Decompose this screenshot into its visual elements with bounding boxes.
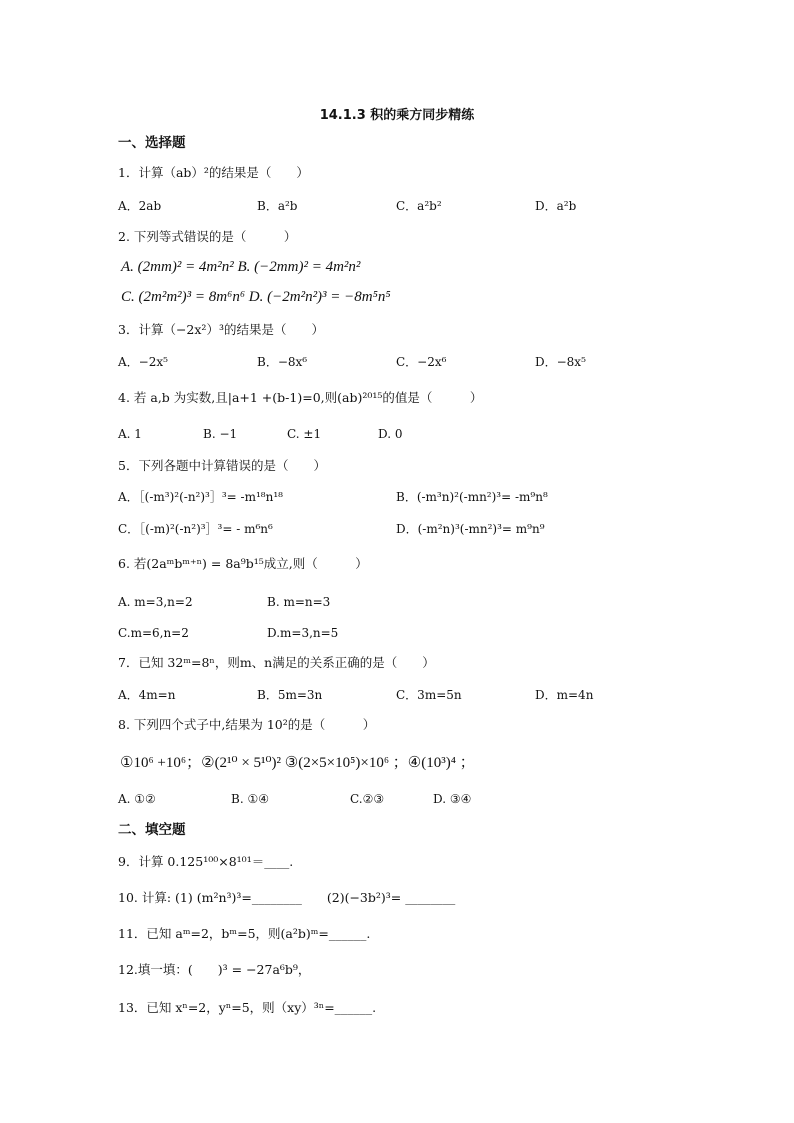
question-3-option-c: C．−2x⁶ — [396, 355, 447, 369]
question-10: 10. 计算: (1) (m²n³)³=________ (2)(−3b²)³= ________ — [118, 890, 456, 905]
question-8-option-a: A. ①② — [118, 792, 156, 806]
question-6-option-a: A. m=3,n=2 — [118, 595, 193, 609]
question-4-option-b: B. −1 — [203, 427, 238, 441]
question-1-stem: 1．计算（ab）²的结果是（ ） — [118, 165, 309, 180]
question-8-option-c: C.②③ — [350, 792, 385, 806]
question-6-option-d: D.m=3,n=5 — [267, 626, 339, 640]
question-4-option-d: D. 0 — [378, 427, 403, 441]
question-4-option-a: A. 1 — [118, 427, 142, 441]
question-5-stem: 5．下列各题中计算错误的是（ ） — [118, 458, 326, 473]
question-7-option-d: D．m=4n — [535, 688, 594, 702]
question-11: 11．已知 aᵐ=2，bᵐ=5，则(a²b)ᵐ=______. — [118, 926, 371, 941]
question-6-option-b: B. m=n=3 — [267, 595, 331, 609]
question-8-option-b: B. ①④ — [231, 792, 269, 806]
question-3-option-a: A．−2x⁵ — [118, 355, 168, 369]
question-13: 13．已知 xⁿ=2，yⁿ=5，则（xy）³ⁿ=______. — [118, 1000, 377, 1015]
question-2-options-ab: A. (2mm)² = 4m²n² B. (−2mm)² = 4m²n² — [121, 259, 361, 275]
question-1-option-a: A．2ab — [118, 199, 162, 213]
section-heading-choice: 一、选择题 — [118, 135, 186, 151]
question-6-stem: 6. 若(2aᵐbᵐ⁺ⁿ) = 8a⁹b¹⁵成立,则（ ） — [118, 556, 368, 571]
question-3-option-b: B．−8x⁶ — [257, 355, 308, 369]
question-2-stem: 2. 下列等式错误的是（ ） — [118, 229, 297, 244]
question-5-option-d: D．(-m²n)³(-mn²)³= m⁹n⁹ — [396, 522, 545, 536]
question-7-stem: 7．已知 32ᵐ=8ⁿ，则m、n满足的关系正确的是（ ） — [118, 655, 435, 670]
question-7-option-c: C．3m=5n — [396, 688, 462, 702]
question-8-stem: 8. 下列四个式子中,结果为 10²的是（ ） — [118, 717, 376, 732]
section-heading-fill: 二、填空题 — [118, 822, 186, 838]
question-4-option-c: C. ±1 — [287, 427, 322, 441]
question-5-option-b: B．(-m³n)²(-mn²)³= -m⁹n⁸ — [396, 490, 548, 504]
question-9: 9．计算 0.125¹⁰⁰×8¹⁰¹＝____. — [118, 854, 294, 869]
question-2-options-cd: C. (2m²m²)³ = 8m⁶n⁶ D. (−2m²n²)³ = −8m⁵n⁵ — [121, 289, 391, 305]
question-5-option-a: A．［(-m³)²(-n²)³］³= -m¹⁸n¹⁸ — [118, 490, 283, 504]
question-3-stem: 3．计算（−2x²）³的结果是（ ） — [118, 322, 324, 337]
question-8-option-d: D. ③④ — [433, 792, 472, 806]
question-4-stem: 4. 若 a,b 为实数,且|a+1 +(b-1)=0,则(ab)²⁰¹⁵的值是（ ） — [118, 390, 483, 405]
question-7-option-b: B．5m=3n — [257, 688, 323, 702]
question-1-option-d: D．a²b — [535, 199, 577, 213]
question-6-option-c: C.m=6,n=2 — [118, 626, 189, 640]
question-12: 12.填一填：( )³ = −27a⁶b⁹， — [118, 962, 311, 977]
page-title: 14.1.3 积的乘方同步精练 — [319, 108, 475, 123]
question-1-option-b: B．a²b — [257, 199, 298, 213]
question-5-option-c: C．［(-m)²(-n²)³］³= - m⁶n⁶ — [118, 522, 273, 536]
question-7-option-a: A．4m=n — [118, 688, 176, 702]
question-3-option-d: D．−8x⁵ — [535, 355, 586, 369]
question-8-expressions: ①10⁶ +10⁶；②(2¹⁰ × 5¹⁰)² ③(2×5×10⁵)×10⁶ ；④(10³)⁴ ； — [120, 755, 475, 771]
question-1-option-c: C．a²b² — [396, 199, 442, 213]
